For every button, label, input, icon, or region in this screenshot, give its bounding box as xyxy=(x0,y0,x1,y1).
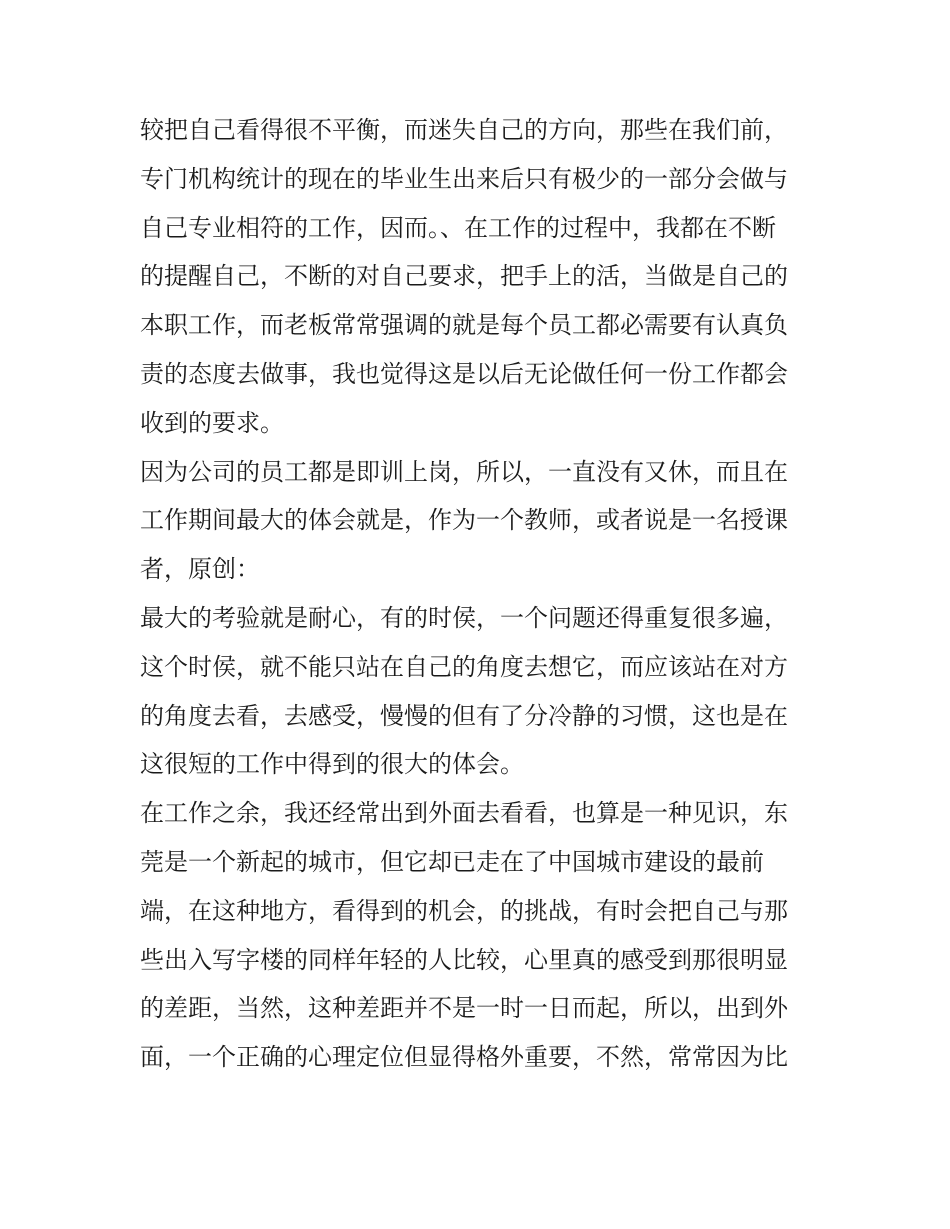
text-line: 的差距，当然，这种差距并不是一时一日而起，所以，出到外 xyxy=(140,994,788,1023)
text-line: 工作期间最大的体会就是，作为一个教师，或者说是一名授课 xyxy=(140,506,788,535)
text-line: 端，在这种地方，看得到的机会，的挑战，有时会把自己与那 xyxy=(140,896,788,925)
text-line: 者，原创： xyxy=(140,555,260,584)
text-line: 最大的考验就是耐心，有的时侯，一个问题还得重复很多遍， xyxy=(140,603,788,632)
text-line: 的角度去看，去感受，慢慢的但有了分冷静的习惯，这也是在 xyxy=(140,701,788,730)
text-line: 因为公司的员工都是即训上岗，所以，一直没有又休，而且在 xyxy=(140,457,788,486)
text-line: 收到的要求。 xyxy=(140,408,284,437)
text-line: 较把自己看得很不平衡，而迷失自己的方向，那些在我们前， xyxy=(140,116,788,144)
text-line: 面，一个正确的心理定位但显得格外重要，不然，常常因为比 xyxy=(140,1043,788,1072)
body-text xyxy=(140,106,820,1082)
text-line: 这很短的工作中得到的很大的体会。 xyxy=(140,750,524,779)
text-line: 这个时侯，就不能只站在自己的角度去想它，而应该站在对方 xyxy=(140,652,788,681)
text-line: 本职工作，而老板常常强调的就是每个员工都必需要有认真负 xyxy=(140,311,788,340)
text-line: 在工作之余，我还经常出到外面去看看，也算是一种见识，东 xyxy=(140,799,788,828)
text-line: 些出入写字楼的同样年轻的人比较，心里真的感受到那很明显 xyxy=(140,945,788,974)
text-line: 莞是一个新起的城市，但它却已走在了中国城市建设的最前 xyxy=(140,847,764,876)
text-line: 自己专业相符的工作，因而。、在工作的过程中，我都在不断 xyxy=(140,213,776,242)
text-line: 专门机构统计的现在的毕业生出来后只有极少的一部分会做与 xyxy=(140,164,788,193)
text-line: 的提醒自己，不断的对自己要求，把手上的活，当做是自己的 xyxy=(140,262,788,291)
text-line: 责的态度去做事，我也觉得这是以后无论做任何一份工作都会 xyxy=(140,359,788,388)
